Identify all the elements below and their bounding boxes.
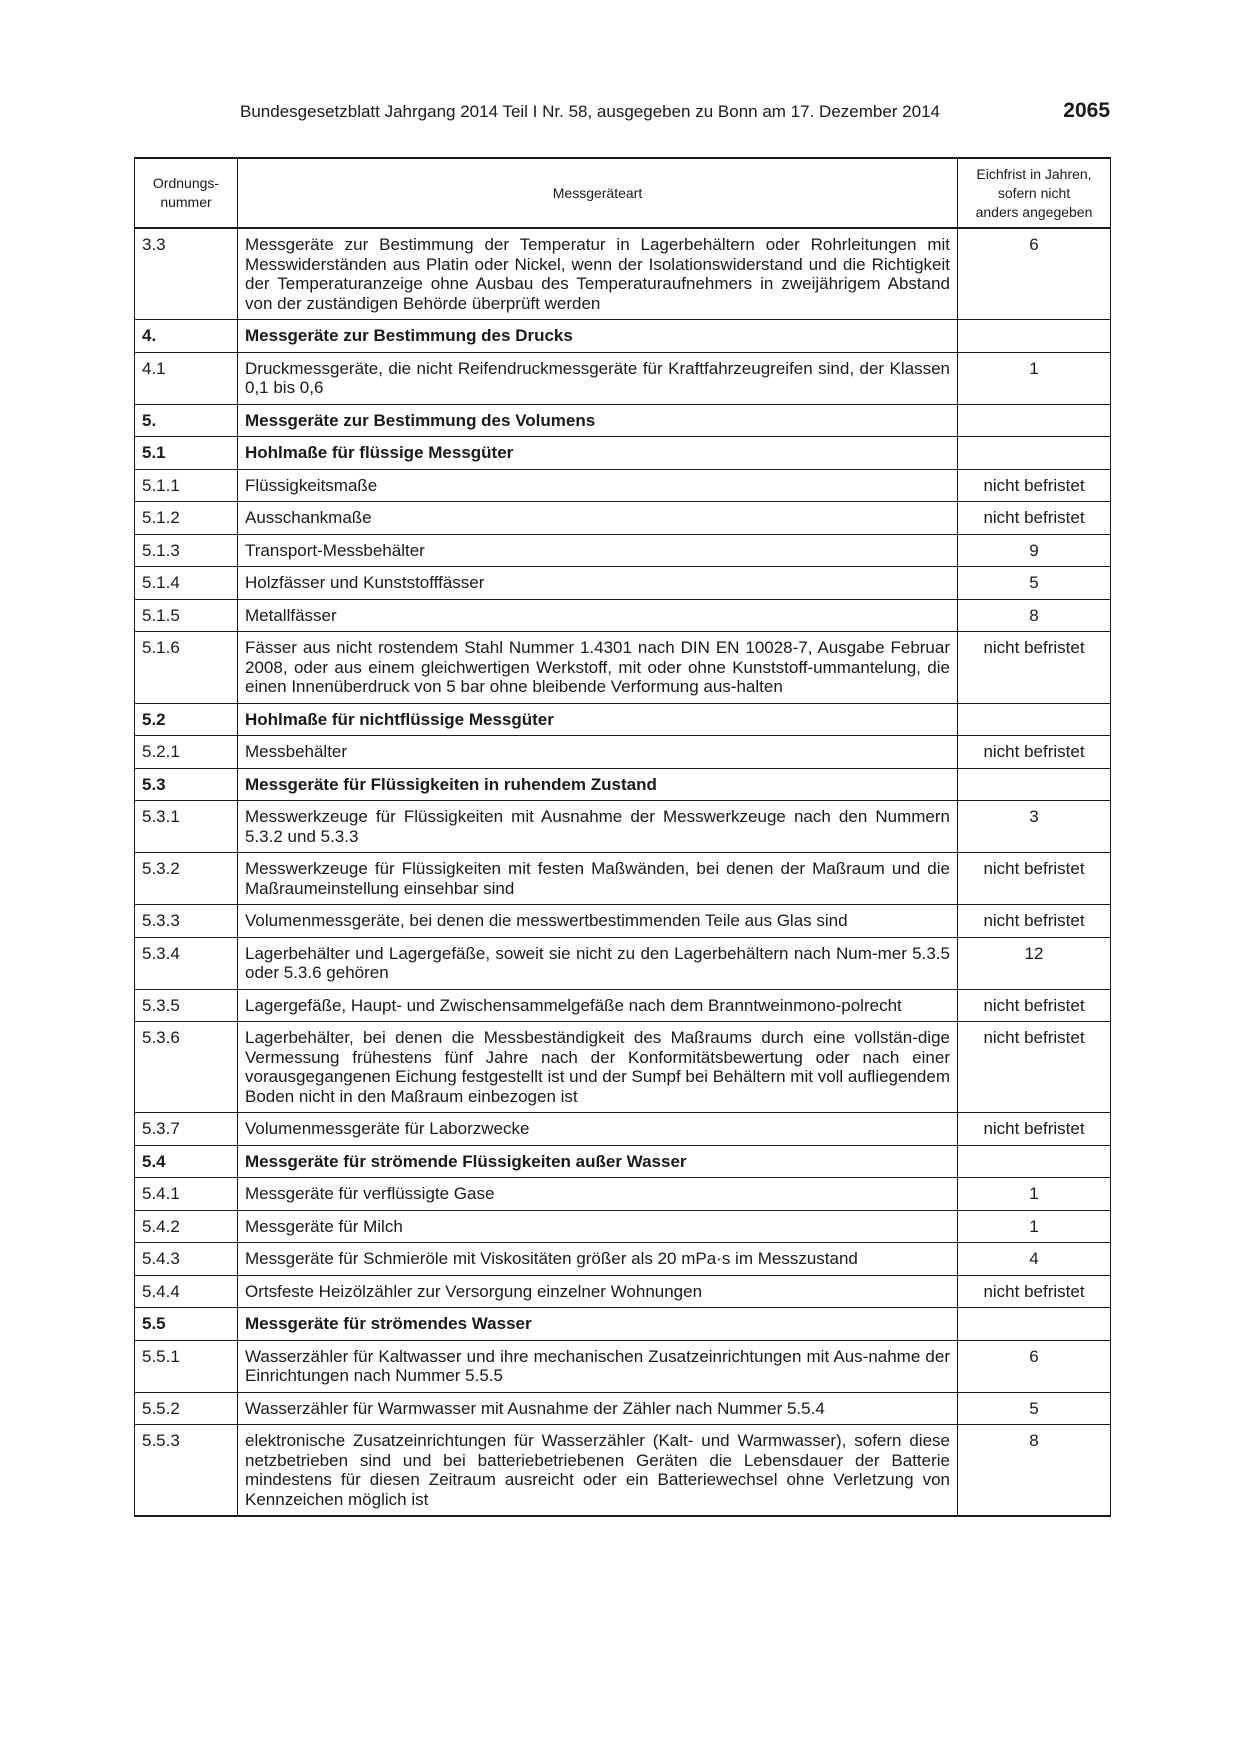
ordnungsnummer-cell: 5.1.6: [135, 632, 238, 704]
eichfrist-cell: 5: [958, 567, 1111, 600]
messgeraeteart-cell: Messgeräte für Schmieröle mit Viskositäten größer als 20 mPa·s im Messzustand: [238, 1243, 958, 1276]
ordnungsnummer-cell: 5.1.3: [135, 534, 238, 567]
eichfrist-cell: 1: [958, 1210, 1111, 1243]
table-row: [135, 1243, 1111, 1276]
header-messgeraeteart-text: Messgeräteart: [552, 184, 643, 201]
table-row: [135, 1275, 1111, 1308]
ordnungsnummer-cell: 5.4.4: [135, 1275, 238, 1308]
eichfrist-cell: 12: [958, 937, 1111, 989]
ordnungsnummer-cell: 5.3: [135, 768, 238, 801]
messgeraeteart-cell: Lagerbehälter und Lagergefäße, soweit sie nicht zu den Lagerbehältern nach Num-mer 5.3.5 oder 5.3.6 gehören: [238, 937, 958, 989]
messgeraeteart-cell: Messgeräte zur Bestimmung des Volumens: [238, 404, 958, 437]
eichfrist-cell: nicht befristet: [958, 853, 1111, 905]
ordnungsnummer-cell: 5.: [135, 404, 238, 437]
ordnungsnummer-cell: 5.5.1: [135, 1340, 238, 1392]
messgeraeteart-cell: Ausschankmaße: [238, 502, 958, 535]
table-row: [135, 567, 1111, 600]
header-eichfrist: [958, 158, 1111, 228]
messgeraeteart-cell: Messwerkzeuge für Flüssigkeiten mit Ausnahme der Messwerkzeuge nach den Nummern 5.3.2 und 5.3.3: [238, 801, 958, 853]
ordnungsnummer-cell: 5.3.6: [135, 1022, 238, 1113]
eichfrist-cell: 9: [958, 534, 1111, 567]
ordnungsnummer-cell: 4.: [135, 320, 238, 353]
eichfrist-cell: 3: [958, 801, 1111, 853]
messgeraeteart-cell: Messgeräte für Milch: [238, 1210, 958, 1243]
ordnungsnummer-cell: 5.3.7: [135, 1113, 238, 1146]
section-row: [135, 404, 1111, 437]
messgeraeteart-cell: Messgeräte für strömende Flüssigkeiten außer Wasser: [238, 1145, 958, 1178]
eichfrist-cell: nicht befristet: [958, 632, 1111, 704]
eichfrist-cell: nicht befristet: [958, 1275, 1111, 1308]
eichfrist-cell: 6: [958, 228, 1111, 320]
ordnungsnummer-cell: 5.1.2: [135, 502, 238, 535]
ordnungsnummer-cell: 5.3.4: [135, 937, 238, 989]
eichfrist-cell: nicht befristet: [958, 736, 1111, 769]
ordnungsnummer-cell: 5.5: [135, 1308, 238, 1341]
messgeraeteart-cell: Lagergefäße, Haupt- und Zwischensammelgefäße nach dem Branntweinmono-polrecht: [238, 989, 958, 1022]
table-row: [135, 1425, 1111, 1517]
eichfrist-cell: 8: [958, 1425, 1111, 1517]
running-header: [134, 100, 1110, 124]
eichfrist-cell: 1: [958, 1178, 1111, 1211]
section-row: [135, 437, 1111, 470]
table-row: [135, 853, 1111, 905]
messgeraeteart-cell: Hohlmaße für flüssige Messgüter: [238, 437, 958, 470]
messgeraeteart-cell: Messgeräte für verflüssigte Gase: [238, 1178, 958, 1211]
header-messgeraeteart: [238, 158, 958, 228]
eichfrist-cell: 4: [958, 1243, 1111, 1276]
eichfrist-cell: nicht befristet: [958, 502, 1111, 535]
eichfrist-cell: nicht befristet: [958, 469, 1111, 502]
ordnungsnummer-cell: 5.1.5: [135, 599, 238, 632]
section-row: [135, 1145, 1111, 1178]
eichfrist-cell: [958, 1308, 1111, 1341]
messgeraeteart-cell: Transport-Messbehälter: [238, 534, 958, 567]
section-row: [135, 320, 1111, 353]
ordnungsnummer-cell: 5.4.1: [135, 1178, 238, 1211]
messgeraeteart-cell: Messbehälter: [238, 736, 958, 769]
messgeraeteart-cell: Lagerbehälter, bei denen die Messbeständigkeit des Maßraums durch eine vollstän-dige Vermessung frühestens fünf Jahre nach der Konformitätsbewertung oder nach einer vorausgegangenen Eichung festgestellt ist und der Sumpf bei Behältern mit voll aufliegendem Boden nicht in den Maßraum einbezogen ist: [238, 1022, 958, 1113]
ordnungsnummer-cell: 5.3.5: [135, 989, 238, 1022]
ordnungsnummer-cell: 5.5.2: [135, 1392, 238, 1425]
eichfrist-cell: nicht befristet: [958, 1022, 1111, 1113]
table-row: [135, 736, 1111, 769]
table-row: [135, 1210, 1111, 1243]
messgeraeteart-cell: Wasserzähler für Warmwasser mit Ausnahme der Zähler nach Nummer 5.5.4: [238, 1392, 958, 1425]
eichfrist-cell: nicht befristet: [958, 905, 1111, 938]
ordnungsnummer-cell: 5.2: [135, 703, 238, 736]
messgeraeteart-cell: Volumenmessgeräte für Laborzwecke: [238, 1113, 958, 1146]
header-ordnungsnummer: [135, 158, 238, 228]
eichfrist-cell: [958, 437, 1111, 470]
ordnungsnummer-cell: 3.3: [135, 228, 238, 320]
table-row: [135, 534, 1111, 567]
header-ordnungsnummer-text: Ordnungs- nummer: [152, 175, 220, 210]
messgeraeteart-cell: Metallfässer: [238, 599, 958, 632]
table-row: [135, 1113, 1111, 1146]
running-header-text: Bundesgesetzblatt Jahrgang 2014 Teil I Nr. 58, ausgegeben zu Bonn am 17. Dezember 2014: [240, 102, 940, 121]
messgeraeteart-cell: Messgeräte zur Bestimmung der Temperatur in Lagerbehältern oder Rohrleitungen mit Messwiderständen aus Platin oder Nickel, wenn der Isolationswiderstand und die Richtigkeit der Temperaturanzeige ohne Ausbau des Temperaturaufnehmers in zweijährigem Abstand von der zuständigen Behörde überprüft werden: [238, 228, 958, 320]
eichfrist-cell: 1: [958, 352, 1111, 404]
table-header-row: [135, 158, 1111, 228]
table-body: [135, 228, 1111, 1516]
table-row: [135, 1178, 1111, 1211]
measuring-instruments-table: [134, 157, 1111, 1517]
ordnungsnummer-cell: 5.3.1: [135, 801, 238, 853]
ordnungsnummer-cell: 5.1.1: [135, 469, 238, 502]
messgeraeteart-cell: Druckmessgeräte, die nicht Reifendruckmessgeräte für Kraftfahrzeugreifen sind, der Klassen 0,1 bis 0,6: [238, 352, 958, 404]
ordnungsnummer-cell: 5.4.3: [135, 1243, 238, 1276]
ordnungsnummer-cell: 5.1: [135, 437, 238, 470]
ordnungsnummer-cell: 5.3.3: [135, 905, 238, 938]
eichfrist-cell: [958, 703, 1111, 736]
eichfrist-cell: 8: [958, 599, 1111, 632]
table-row: [135, 469, 1111, 502]
table-row: [135, 1340, 1111, 1392]
table-row: [135, 352, 1111, 404]
eichfrist-cell: nicht befristet: [958, 1113, 1111, 1146]
eichfrist-cell: [958, 404, 1111, 437]
messgeraeteart-cell: Messgeräte zur Bestimmung des Drucks: [238, 320, 958, 353]
ordnungsnummer-cell: 5.4: [135, 1145, 238, 1178]
messgeraeteart-cell: Ortsfeste Heizölzähler zur Versorgung einzelner Wohnungen: [238, 1275, 958, 1308]
table-row: [135, 502, 1111, 535]
eichfrist-cell: nicht befristet: [958, 989, 1111, 1022]
table-row: [135, 989, 1111, 1022]
header-eichfrist-text: Eichfrist in Jahren, sofern nicht anders angegeben: [975, 165, 1093, 220]
table-row: [135, 632, 1111, 704]
table-row: [135, 599, 1111, 632]
section-row: [135, 768, 1111, 801]
table-row: [135, 801, 1111, 853]
messgeraeteart-cell: Volumenmessgeräte, bei denen die messwertbestimmenden Teile aus Glas sind: [238, 905, 958, 938]
table-row: [135, 1392, 1111, 1425]
messgeraeteart-cell: Flüssigkeitsmaße: [238, 469, 958, 502]
eichfrist-cell: [958, 1145, 1111, 1178]
messgeraeteart-cell: Messgeräte für strömendes Wasser: [238, 1308, 958, 1341]
section-row: [135, 703, 1111, 736]
messgeraeteart-cell: Hohlmaße für nichtflüssige Messgüter: [238, 703, 958, 736]
messgeraeteart-cell: Messgeräte für Flüssigkeiten in ruhendem Zustand: [238, 768, 958, 801]
eichfrist-cell: 5: [958, 1392, 1111, 1425]
section-row: [135, 1308, 1111, 1341]
page-number: 2065: [1063, 99, 1110, 122]
messgeraeteart-cell: Wasserzähler für Kaltwasser und ihre mechanischen Zusatzeinrichtungen mit Aus-nahme der Einrichtungen nach Nummer 5.5.5: [238, 1340, 958, 1392]
eichfrist-cell: [958, 768, 1111, 801]
table-row: [135, 1022, 1111, 1113]
ordnungsnummer-cell: 5.5.3: [135, 1425, 238, 1517]
ordnungsnummer-cell: 5.2.1: [135, 736, 238, 769]
ordnungsnummer-cell: 5.1.4: [135, 567, 238, 600]
eichfrist-cell: [958, 320, 1111, 353]
table-row: [135, 228, 1111, 320]
messgeraeteart-cell: Holzfässer und Kunststofffässer: [238, 567, 958, 600]
ordnungsnummer-cell: 4.1: [135, 352, 238, 404]
eichfrist-cell: 6: [958, 1340, 1111, 1392]
messgeraeteart-cell: Fässer aus nicht rostendem Stahl Nummer 1.4301 nach DIN EN 10028-7, Ausgabe Februar 2008, oder aus einem gleichwertigen Werkstoff, mit oder ohne Kunststoff-ummantelung, die einen Innenüberdruck von 5 bar ohne bleibende Verformung aus-halten: [238, 632, 958, 704]
ordnungsnummer-cell: 5.3.2: [135, 853, 238, 905]
messgeraeteart-cell: elektronische Zusatzeinrichtungen für Wasserzähler (Kalt- und Warmwasser), sofern diese netzbetrieben sind und bei batteriebetriebenen Geräten die Lebensdauer der Batterie mindestens für diesen Zeitraum ausreicht oder ein Batteriewechsel ohne Verletzung von Kennzeichen möglich ist: [238, 1425, 958, 1517]
messgeraeteart-cell: Messwerkzeuge für Flüssigkeiten mit festen Maßwänden, bei denen der Maßraum und die Maßraumeinstellung einsehbar sind: [238, 853, 958, 905]
ordnungsnummer-cell: 5.4.2: [135, 1210, 238, 1243]
table-row: [135, 937, 1111, 989]
table-row: [135, 905, 1111, 938]
